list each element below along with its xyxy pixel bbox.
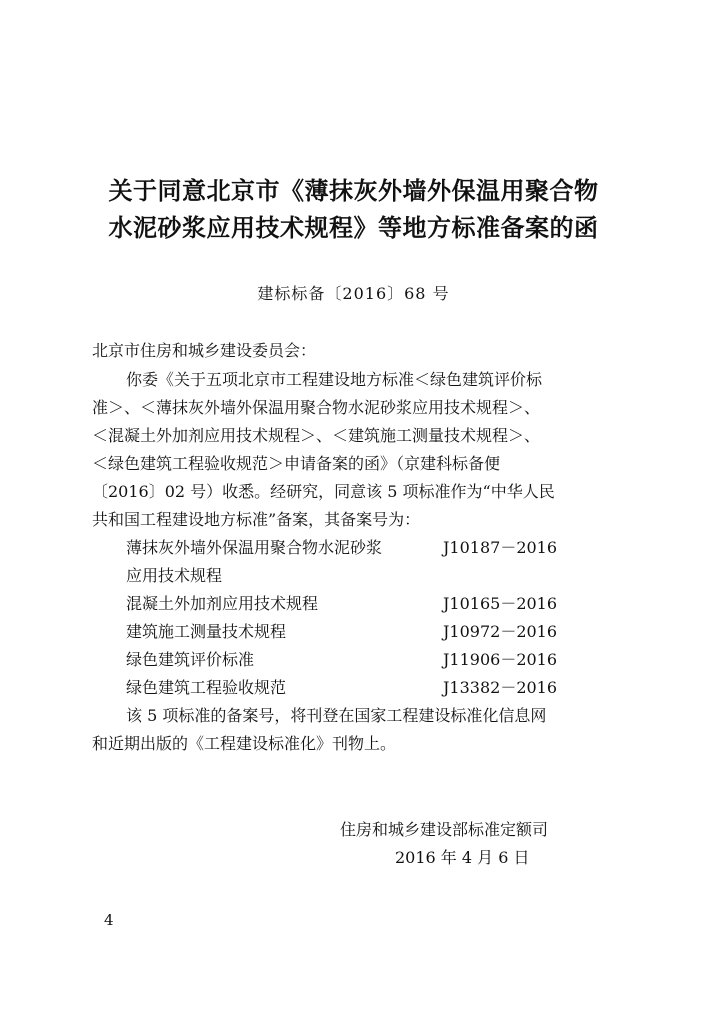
document-title-line-1: 关于同意北京市《薄抹灰外墙外保温用聚合物	[108, 177, 599, 205]
standard-code: J10165－2016	[443, 594, 558, 613]
standard-code: J10187－2016	[443, 538, 558, 557]
standard-name: 绿色建筑工程验收规范	[126, 678, 287, 697]
standard-code: J10972－2016	[443, 622, 558, 641]
document-title-line-2: 水泥砂浆应用技术规程》等地方标准备案的函	[108, 214, 599, 242]
salutation: 北京市住房和城乡建设委员会：	[92, 341, 317, 360]
signature-date: 2016 年 4 月 6 日	[395, 848, 530, 867]
standard-name: 绿色建筑评价标准	[126, 650, 255, 669]
body-line-2: 准＞、＜薄抹灰外墙外保温用聚合物水泥砂浆应用技术规程＞、	[92, 398, 541, 417]
standard-name: 建筑施工测量技术规程	[126, 622, 287, 641]
closing-line-1: 该 5 项标准的备案号，将刊登在国家工程建设标准化信息网	[126, 706, 547, 725]
standard-code: J11906－2016	[443, 650, 558, 669]
body-line-1: 你委《关于五项北京市工程建设地方标准＜绿色建筑评价标	[126, 370, 543, 389]
closing-line-2: 和近期出版的《工程建设标准化》刊物上。	[92, 734, 397, 753]
body-line-3: ＜混凝土外加剂应用技术规程＞、＜建筑施工测量技术规程＞、	[92, 426, 541, 445]
standard-code: J13382－2016	[443, 678, 558, 697]
signature-organization: 住房和城乡建设部标准定额司	[340, 820, 549, 839]
document-number: 建标标备〔2016〕68 号	[257, 284, 450, 303]
standard-name-continued: 应用技术规程	[126, 566, 223, 585]
body-line-6: 共和国工程建设地方标准”备案，其备案号为：	[92, 510, 421, 529]
page-number: 4	[104, 911, 114, 929]
body-line-5: 〔2016〕02 号）收悉。经研究，同意该 5 项标准作为“中华人民	[92, 482, 555, 501]
body-line-4: ＜绿色建筑工程验收规范＞申请备案的函》（京建科标备便	[92, 454, 501, 473]
standard-name: 薄抹灰外墙外保温用聚合物水泥砂浆	[126, 538, 383, 557]
standard-name: 混凝土外加剂应用技术规程	[126, 594, 319, 613]
